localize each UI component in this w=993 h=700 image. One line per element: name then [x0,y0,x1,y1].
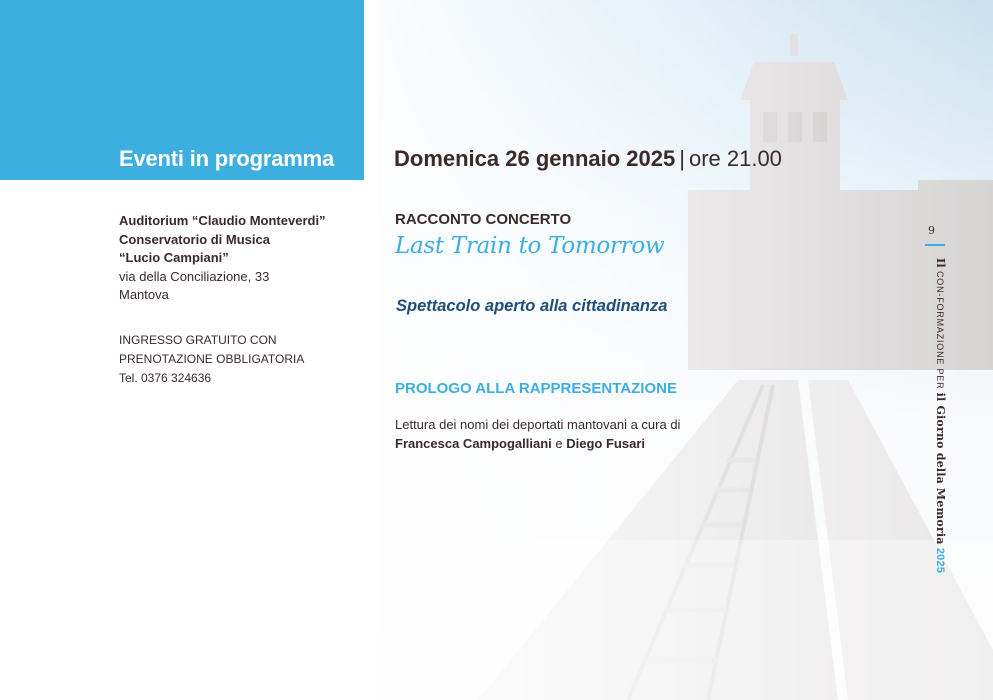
booking-info [119,331,304,388]
side-divider [925,244,945,246]
prologue-conjunction: e [555,436,563,451]
background-photo [378,0,993,700]
venue-line-2: Conservatorio di Musica [119,231,270,247]
page-number: 9 [928,224,935,237]
venue-line-1: Auditorium “Claudio Monteverdi” [119,213,326,228]
prologue-person-1: Francesca Campogalliani [395,436,552,451]
prologue-heading: PROLOGO ALLA RAPPRESENTAZIONE [395,380,677,397]
event-time: ore 21.00 [688,146,782,171]
booking-line-1: INGRESSO GRATUITO CON [119,333,277,347]
event-date: Domenica 26 gennaio 2025 [394,146,676,171]
event-type: RACCONTO CONCERTO [395,211,572,228]
prologue-description: Lettura dei nomi dei deportati mantovani a cura di [395,417,681,432]
section-title: Eventi in programma [119,146,335,171]
booking-line-2: PRENOTAZIONE OBBLIGATORIA [119,352,305,366]
venue-block [119,212,326,305]
side-title: il Giorno della Memoria [934,392,947,545]
side-running-title [934,258,947,573]
side-small-caps: CON-FORMAZIONE PER [935,271,945,390]
open-note: Spettacolo aperto alla cittadinanza [396,297,668,315]
side-year: 2025 [934,547,946,574]
venue-address: via della Conciliazione, 33 [119,268,270,284]
venue-city: Mantova [119,287,169,302]
prologue-person-2: Diego Fusari [566,436,646,451]
side-prefix: Il [934,258,947,268]
booking-phone: Tel. 0376 324636 [119,371,212,385]
date-separator: | [679,146,685,171]
event-date-line [394,146,782,172]
prologue-text [395,415,680,453]
venue-line-3: “Lucio Campiani” [119,250,229,265]
event-title: Last Train to Tomorrow [395,233,665,259]
